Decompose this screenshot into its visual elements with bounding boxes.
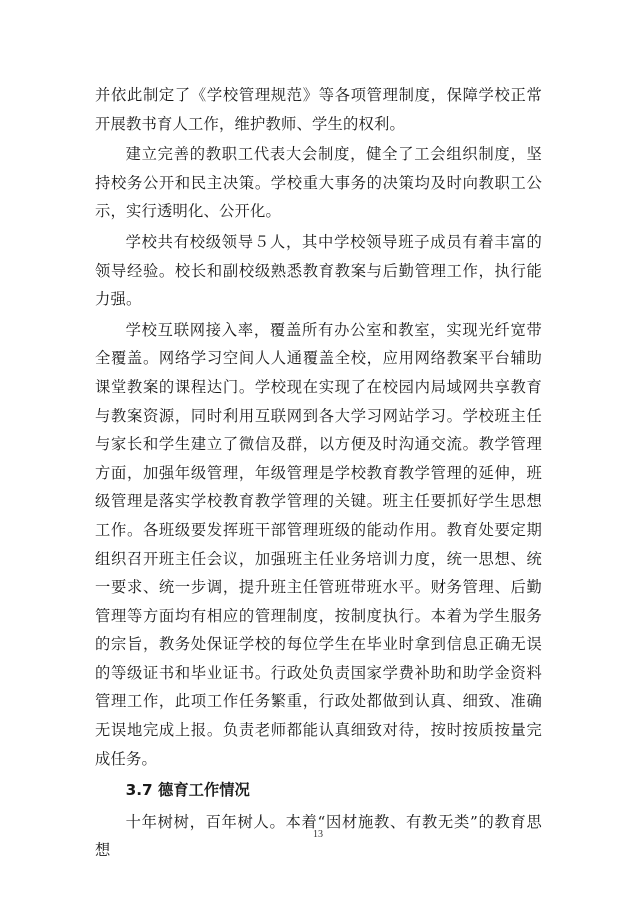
paragraph-final: 十年树树，百年树人。本着“因材施教、有教无类”的教育思想: [95, 812, 542, 860]
paragraph-1: 并依此制定了《学校管理规范》等各项管理制度，保障学校正常开展教书育人工作，维护教师、学生的权利。: [95, 86, 542, 133]
paragraph-3: 学校共有校级领导５人，其中学校领导班子成员有着丰富的领导经验。校长和副校级熟悉教育教案与后勤管理工作，执行能力强。: [95, 232, 542, 309]
section-heading: 3.7 德育工作情况: [125, 781, 250, 800]
page-number: 13: [313, 829, 323, 840]
paragraph-4: 学校互联网接入率，覆盖所有办公室和教室，实现光纤宽带全覆盖。网络学习空间人人通覆盖全校，应用网络教案平台辅助课堂教案的课程达门。学校现在实现了在校园内局域网共享教育与教案资源，同时利用互联网到各大学习网站学习。学校班主任与家长和学生建立了微信及群，以方便及时沟通交流。教学管理方面，加强年级管理，年级管理是学校教育教学管理的延伸，班级管理是落实学校教育教学管理的关键。班主任要抓好学生思想工作。各班级要发挥班干部管理班级的能动作用。教育处要定期组织召开班主任会议，加强班主任业务培训力度，统一思想、统一要求、统一步调，提升班主任管班带班水平。财务管理、后勤管理等方面均有相应的管理制度，按制度执行。本着为学生服务的宗旨，教务处保证学校的每位学生在毕业时拿到信息正确无误的等级证书和毕业证书。行政处负责国家学费补助和助学金资料管理工作，此项工作任务繁重，行政处都做到认真、细致、准确无误地完成上报。负责老师都能认真细致对待，按时按质按量完成任务。: [95, 320, 542, 768]
page-body: [95, 81, 542, 865]
paragraph-2: 建立完善的教职工代表大会制度，健全了工会组织制度，坚持校务公开和民主决策。学校重大事务的决策均及时向教职工公示，实行透明化、公开化。: [95, 145, 542, 221]
